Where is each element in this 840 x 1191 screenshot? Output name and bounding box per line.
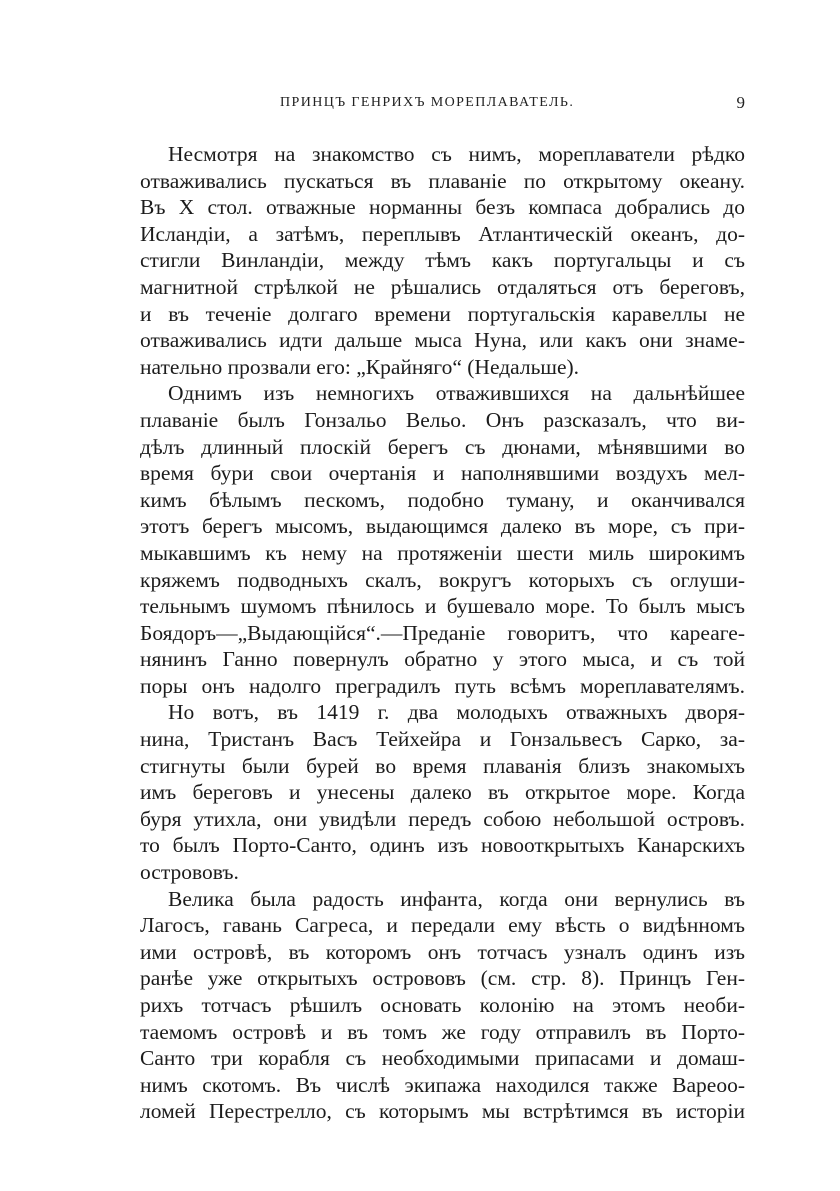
text-line: ранѣе уже открытыхъ острововъ (см. стр. 8). Принцъ Ген-: [140, 966, 745, 991]
text-line: ими островѣ, въ которомъ онъ тотчасъ узналъ одинъ изъ: [140, 939, 745, 964]
body-text: [140, 141, 745, 1125]
running-title: ПРИНЦЪ ГЕНРИХЪ МОРЕПЛАВАТЕЛЬ.: [280, 95, 575, 110]
text-line: Несмотря на знакомство съ нимъ, мореплаватели рѣдко: [168, 142, 745, 166]
text-line: нянинъ Ганно повернулъ обратно у этого мыса, и съ той: [140, 647, 745, 672]
text-line: то былъ Порто-Санто, одинъ изъ новооткрытыхъ Канарскихъ: [140, 833, 745, 858]
text-line: нина, Тристанъ Васъ Тейхейра и Гонзальвесъ Сарко, за-: [140, 727, 745, 752]
text-line: ломей Перестрелло, съ которымъ мы встрѣтимся въ исторіи: [140, 1099, 745, 1124]
text-line: Однимъ изъ немногихъ отважившихся на дальнѣйшее: [168, 381, 745, 406]
text-line: Лагосъ, гавань Сагреса, и передали ему вѣсть о видѣнномъ: [140, 913, 745, 938]
text-line: Боядоръ—„Выдающійся“.—Преданіе говоритъ, что кареаге-: [140, 620, 745, 645]
text-line: тельнымъ шумомъ пѣнилось и бушевало море. То былъ мысъ: [140, 594, 745, 619]
text-line: Санто три корабля съ необходимыми припасами и домаш-: [140, 1046, 745, 1071]
text-line: Но вотъ, въ 1419 г. два молодыхъ отважныхъ дворя-: [168, 700, 745, 725]
text-line: отваживались идти дальше мыса Нуна, или какъ они знаме-: [140, 328, 745, 353]
text-line: кряжемъ подводныхъ скалъ, вокругъ которыхъ съ оглуши-: [140, 567, 745, 592]
text-line: отваживались пускаться въ плаваніе по открытому океану.: [140, 168, 745, 193]
text-line: нимъ скотомъ. Въ числѣ экипажа находился также Вареоо-: [140, 1072, 745, 1097]
text-line: мыкавшимъ къ нему на протяженіи шести миль широкимъ: [140, 540, 745, 565]
running-header: [140, 95, 745, 119]
text-line: рихъ тотчасъ рѣшилъ основать колонію на этомъ необи-: [140, 993, 745, 1017]
page-number: 9: [736, 93, 745, 112]
text-line: имъ береговъ и унесены далеко въ открытое море. Когда: [140, 780, 745, 805]
text-line: кимъ бѣлымъ пескомъ, подобно туману, и оканчивался: [140, 487, 745, 512]
text-line: буря утихла, они увидѣли передъ собою небольшой островъ.: [140, 806, 745, 831]
text-line: дѣлъ длинный плоскій берегъ съ дюнами, мѣнявшими во: [140, 434, 745, 459]
text-line: плаваніе былъ Гонзальо Вельо. Онъ разсказалъ, что ви-: [140, 407, 745, 432]
text-line: время бури свои очертанія и наполнявшими воздухъ мел-: [140, 461, 745, 486]
text-line: и въ теченіе долгаго времени португальскія каравеллы не: [140, 301, 745, 326]
text-line: этотъ берегъ мысомъ, выдающимся далеко въ море, съ при-: [140, 514, 745, 539]
text-line: Исландіи, а затѣмъ, переплывъ Атлантическій океанъ, до-: [140, 221, 745, 246]
text-line: таемомъ островѣ и въ томъ же году отправилъ въ Порто-: [140, 1019, 745, 1044]
text-line: поры онъ надолго преградилъ путь всѣмъ мореплавателямъ.: [140, 673, 745, 698]
text-line: Велика была радость инфанта, когда они вернулись въ: [168, 886, 745, 911]
text-line: магнитной стрѣлкой не рѣшались отдаляться отъ береговъ,: [140, 274, 745, 299]
text-line: нательно прозвали его: „Крайняго“ (Недальше).: [140, 354, 580, 379]
text-line: Въ X стол. отважные норманны безъ компаса добрались до: [140, 195, 745, 220]
text-line: стигнуты были бурей во время плаванія близъ знакомыхъ: [140, 753, 745, 778]
text-line: стигли Винландіи, между тѣмъ какъ португальцы и съ: [140, 248, 745, 273]
text-line: острововъ.: [140, 860, 239, 885]
